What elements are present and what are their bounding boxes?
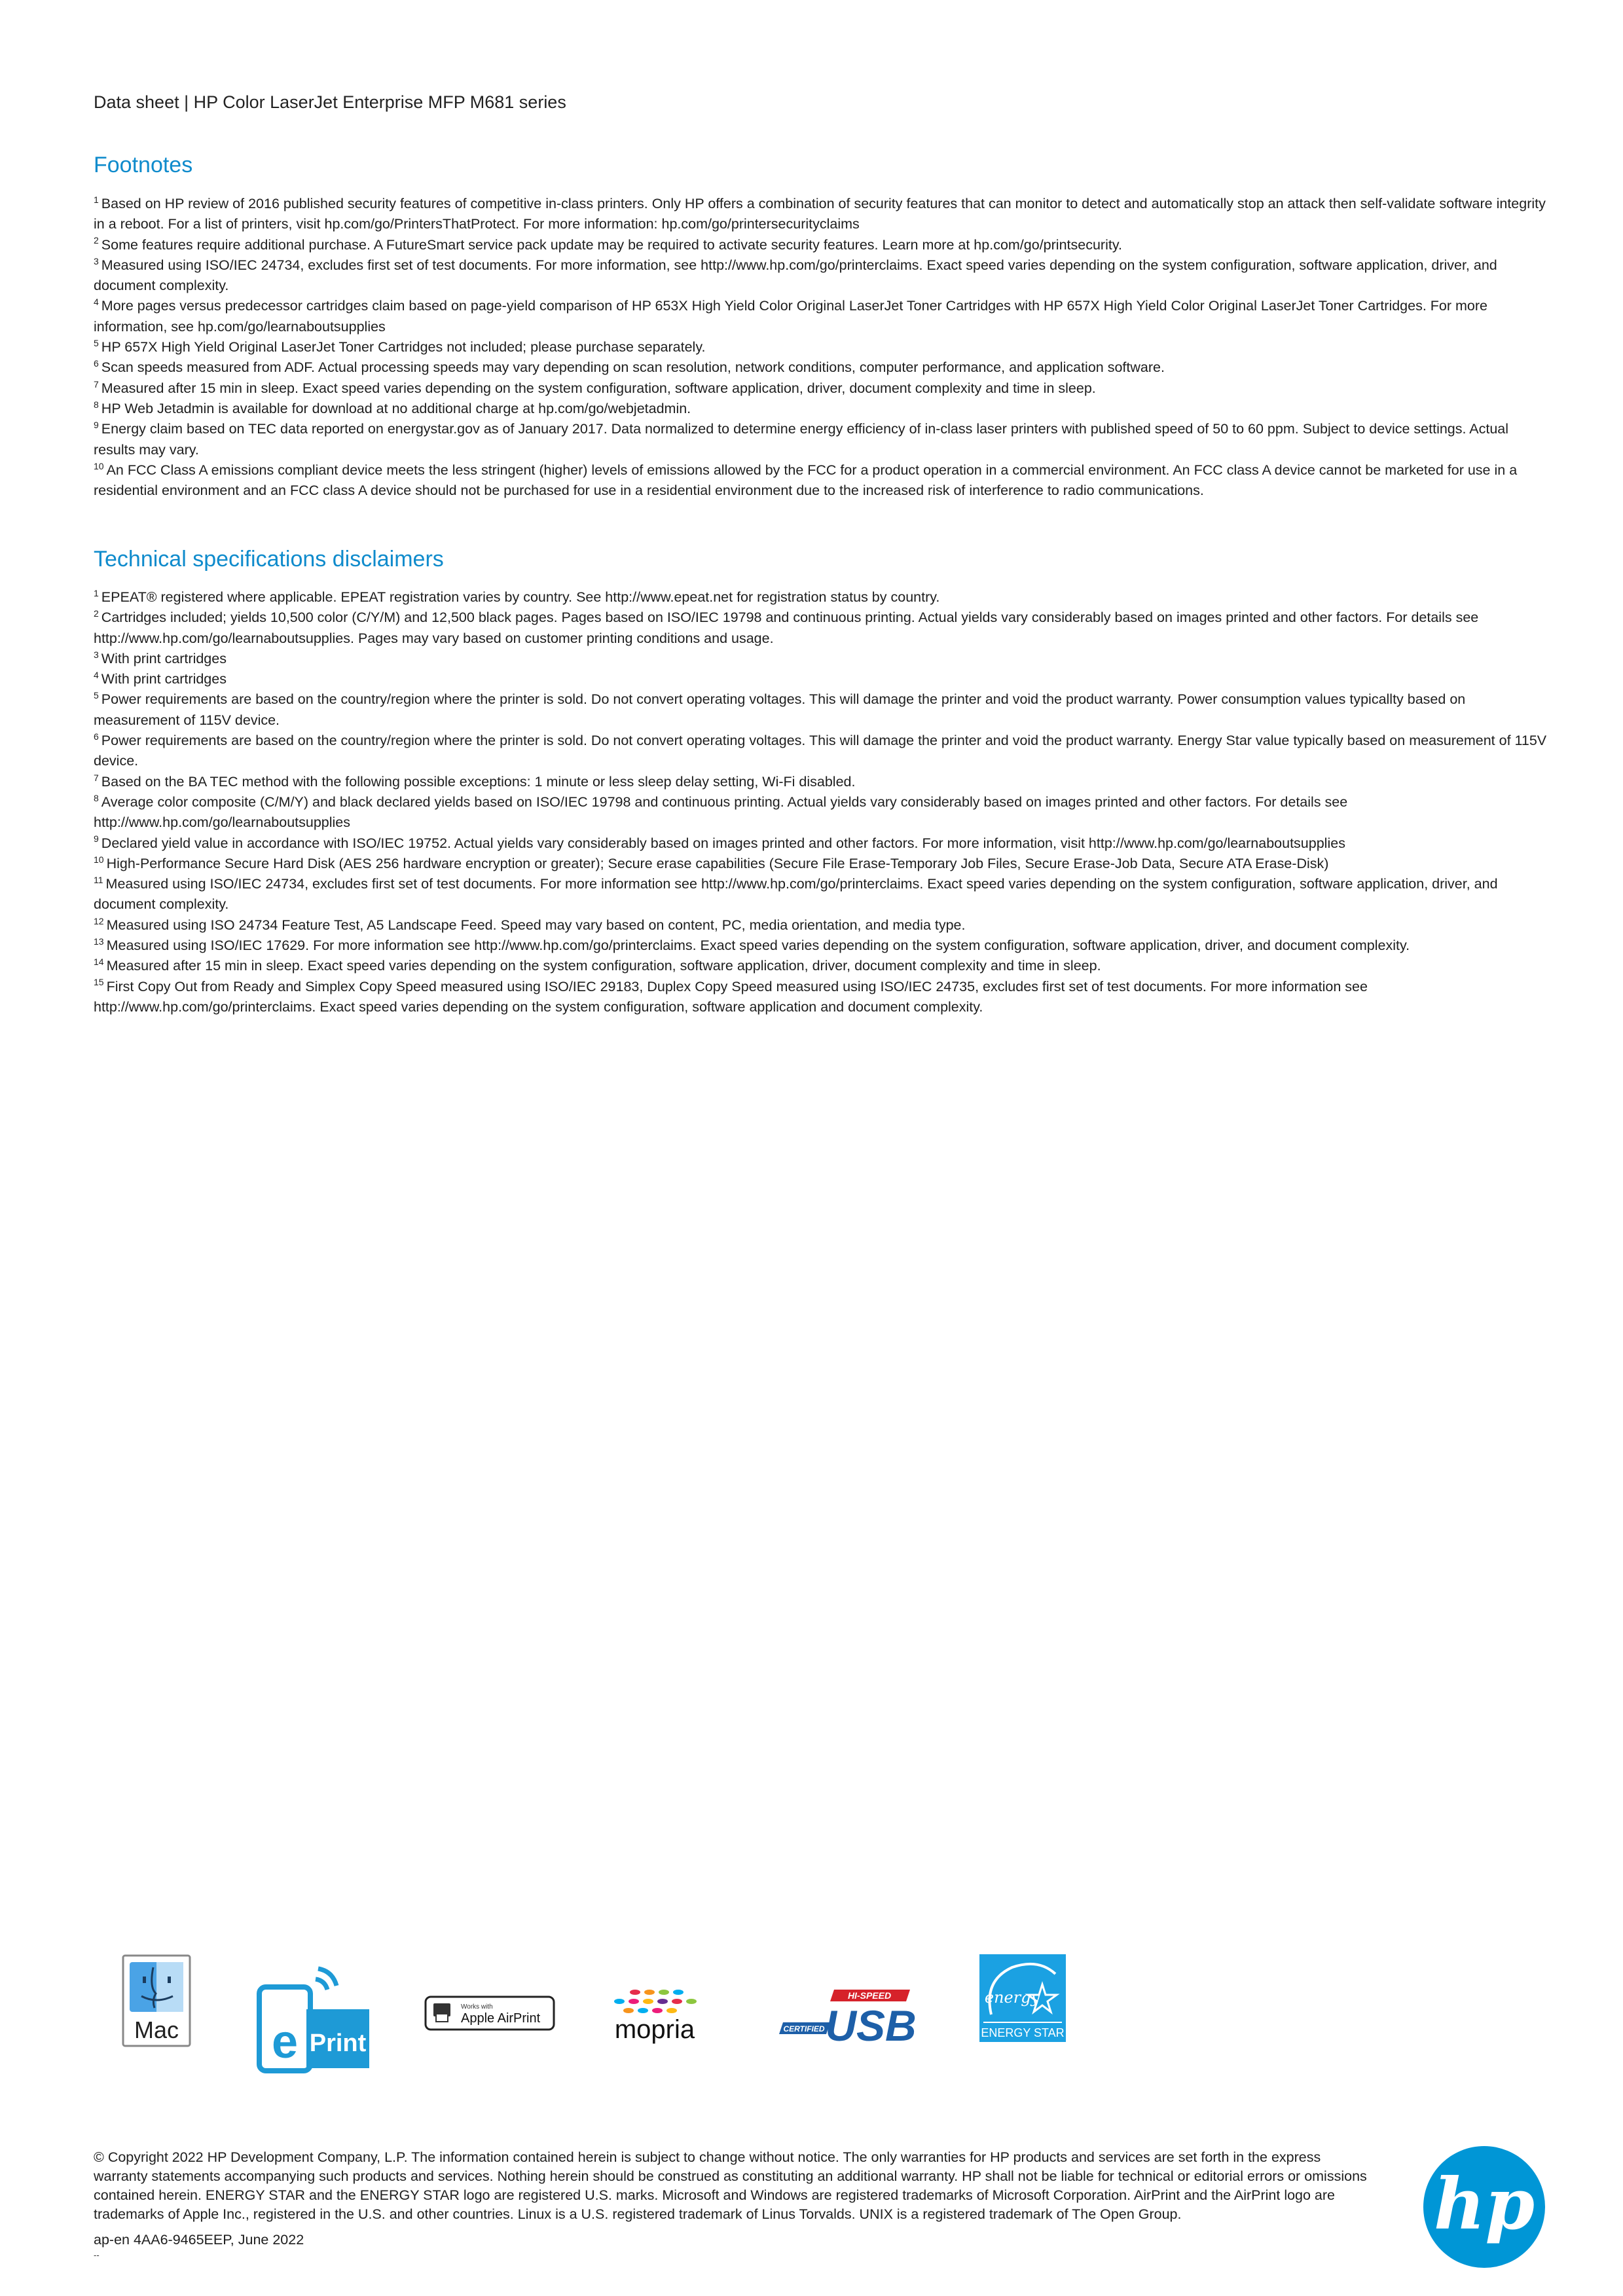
disclaimers-heading: Technical specifications disclaimers bbox=[94, 547, 444, 572]
footnote-item bbox=[94, 235, 1550, 255]
disclaimer-number: 9 bbox=[94, 833, 99, 845]
disclaimer-number: 13 bbox=[94, 936, 104, 947]
energy-script: energy bbox=[984, 1988, 1040, 2007]
disclaimer-number: 8 bbox=[94, 792, 99, 803]
energy-label: ENERGY STAR bbox=[981, 2026, 1065, 2039]
footnote-item bbox=[94, 460, 1550, 501]
disclaimer-item bbox=[94, 731, 1550, 772]
usb-certified: CERTIFIED bbox=[783, 2024, 825, 2033]
footnote-number: 4 bbox=[94, 297, 99, 308]
footnote-number: 1 bbox=[94, 194, 99, 205]
footnote-text: Some features require additional purchase. A FutureSmart service pack update may be required to activate security features. Learn more at hp.com/go/printsecurity. bbox=[101, 236, 1122, 253]
disclaimer-number: 15 bbox=[94, 977, 104, 988]
disclaimer-number: 7 bbox=[94, 772, 99, 783]
disclaimer-text: Measured after 15 min in sleep. Exact speed varies depending on the system configuration, software application, driver, document complexity and time in sleep. bbox=[106, 958, 1101, 974]
eprint-logo bbox=[255, 1959, 373, 2077]
document-header: Data sheet | HP Color LaserJet Enterprise MFP M681 series bbox=[94, 92, 566, 112]
disclaimer-item bbox=[94, 833, 1550, 854]
disclaimer-number: 5 bbox=[94, 690, 99, 701]
footnote-number: 7 bbox=[94, 378, 99, 390]
footnote-number: 9 bbox=[94, 420, 99, 431]
mopria-word: mopria bbox=[614, 2015, 695, 2044]
hp-logo-text: hp bbox=[1433, 2163, 1535, 2246]
disclaimer-item bbox=[94, 956, 1550, 976]
footnote-text: HP 657X High Yield Original LaserJet Toner Cartridges not included; please purchase separately. bbox=[101, 339, 706, 355]
footnotes-list bbox=[94, 194, 1550, 501]
footnote-item bbox=[94, 399, 1550, 419]
airprint-logo bbox=[424, 1995, 555, 2034]
disclaimer-text: With print cartridges bbox=[101, 671, 227, 687]
disclaimer-item bbox=[94, 977, 1550, 1018]
disclaimer-text: Measured using ISO/IEC 24734, excludes first set of test documents. For more information see http://www.hp.com/go/printerclaims. Exact speed varies depending on the system configuration, software application, driver, and document complexity. bbox=[94, 876, 1498, 913]
footnote-text: More pages versus predecessor cartridges claim based on page-yield comparison of HP 653X High Yield Color Original LaserJet Toner Cartridges with HP 657X High Yield Color Original LaserJet Toner Cartridges. For more information, see hp.com/go/learnaboutsupplies bbox=[94, 298, 1487, 335]
disclaimer-number: 3 bbox=[94, 649, 99, 660]
airprint-main: Apple AirPrint bbox=[461, 2011, 541, 2026]
footnote-number: 5 bbox=[94, 337, 99, 348]
footnote-number: 8 bbox=[94, 399, 99, 410]
disclaimer-item bbox=[94, 669, 1550, 689]
disclaimer-text: Cartridges included; yields 10,500 color (C/Y/M) and 12,500 black pages. Pages based on ISO/IEC 19798 and continuous printing. Actual yields vary considerably based on images printed and other factors. For details see http://www.hp.com/go/learnaboutsupplies. Pages may vary based on customer printing conditions and usage. bbox=[94, 610, 1479, 646]
disclaimer-text: Declared yield value in accordance with ISO/IEC 19752. Actual yields vary considerably based on images printed and other factors. For more information, visit http://www.hp.com/go/learnaboutsupplies bbox=[101, 835, 1345, 851]
eprint-e: e bbox=[271, 2016, 299, 2068]
document-code: ap-en 4AA6-9465EEP, June 2022 bbox=[94, 2232, 304, 2248]
footnote-number: 10 bbox=[94, 460, 104, 471]
footnote-item bbox=[94, 255, 1550, 297]
mac-logo bbox=[122, 1954, 191, 2050]
footnote-text: Measured using ISO/IEC 24734, excludes first set of test documents. For more information, see http://www.hp.com/go/printerclaims. Exact speed varies depending on the system configuration, software application, driver, and document complexity. bbox=[94, 257, 1497, 294]
disclaimer-text: Average color composite (C/M/Y) and black declared yields based on ISO/IEC 19798 and continuous printing. Actual yields vary considerably based on images printed and other factors. For details see http://www.hp.com/go/learnaboutsupplies bbox=[94, 793, 1348, 831]
disclaimer-text: Measured using ISO 24734 Feature Test, A5 Landscape Feed. Speed may vary based on content, PC, media orientation, and media type. bbox=[106, 917, 966, 933]
footnote-text: Energy claim based on TEC data reported on energystar.gov as of January 2017. Data normalized to determine energy efficiency of in-class laser printers with published speed of 50 to 60 ppm. Subject to device settings. Actual results may vary. bbox=[94, 421, 1509, 458]
footnote-text: Measured after 15 min in sleep. Exact speed varies depending on the system configuration, software application, driver, document complexity and time in sleep. bbox=[101, 380, 1096, 396]
disclaimer-item bbox=[94, 649, 1550, 669]
disclaimer-number: 4 bbox=[94, 670, 99, 681]
footnote-number: 3 bbox=[94, 255, 99, 266]
disclaimer-text: EPEAT® registered where applicable. EPEAT registration varies by country. See http://www.epeat.net for registration status by country. bbox=[101, 589, 940, 605]
disclaimer-text: Measured using ISO/IEC 17629. For more information see http://www.hp.com/go/printerclaims. Exact speed varies depending on the system configuration, software application, driver, and document complexity. bbox=[106, 938, 1410, 954]
disclaimer-text: Based on the BA TEC method with the following possible exceptions: 1 minute or less sleep delay setting, Wi-Fi disabled. bbox=[101, 773, 856, 790]
mopria-logo bbox=[602, 1987, 707, 2049]
disclaimer-item bbox=[94, 792, 1550, 833]
footnote-text: Based on HP review of 2016 published security features of competitive in-class printers. Only HP offers a combination of security features that can monitor to detect and automatically stop an attack then self-validate software integrity in a reboot. For a list of printers, visit hp.com/go/PrintersThatProtect. For more information: hp.com/go/printersecurityclaims bbox=[94, 196, 1546, 232]
footnote-item bbox=[94, 357, 1550, 378]
compatibility-logos bbox=[118, 1954, 1074, 2085]
disclaimer-number: 1 bbox=[94, 587, 99, 598]
usb-word: USB bbox=[825, 2001, 917, 2046]
disclaimer-item bbox=[94, 587, 1550, 608]
usb-hispeed: HI-SPEED bbox=[847, 1990, 892, 2001]
footer-mark: -- bbox=[94, 2250, 100, 2260]
mac-label: Mac bbox=[134, 2016, 179, 2043]
footnote-number: 2 bbox=[94, 235, 99, 246]
disclaimer-item bbox=[94, 689, 1550, 731]
disclaimers-list bbox=[94, 587, 1550, 1017]
eprint-word: Print bbox=[309, 2030, 367, 2057]
disclaimer-number: 6 bbox=[94, 731, 99, 742]
disclaimer-text: Power requirements are based on the country/region where the printer is sold. Do not convert operating voltages. This will damage the printer and void the product warranty. Power consumption values typicallty based on measurement of 115V device. bbox=[94, 691, 1466, 728]
disclaimer-number: 10 bbox=[94, 854, 104, 865]
footnote-item bbox=[94, 194, 1550, 235]
hp-logo bbox=[1422, 2145, 1546, 2269]
disclaimer-item bbox=[94, 874, 1550, 915]
disclaimer-item bbox=[94, 936, 1550, 956]
disclaimer-number: 2 bbox=[94, 608, 99, 619]
footnote-item bbox=[94, 419, 1550, 460]
disclaimer-text: First Copy Out from Ready and Simplex Copy Speed measured using ISO/IEC 29183, Duplex Copy Speed measured using ISO/IEC 24735, excludes first set of test documents. For more information see http://www.hp.com/go/printerclaims. Exact speed varies depending on the system configuration, software application and document complexity. bbox=[94, 978, 1368, 1015]
disclaimer-text: High-Performance Secure Hard Disk (AES 256 hardware encryption or greater); Secure erase capabilities (Secure File Erase-Temporary Job Files, Secure Erase-Job Data, Secure ATA Erase-Disk) bbox=[106, 855, 1329, 871]
disclaimer-number: 11 bbox=[94, 875, 103, 885]
usb-logo bbox=[779, 1986, 917, 2049]
footnote-text: HP Web Jetadmin is available for download at no additional charge at hp.com/go/webjetadmin. bbox=[101, 400, 691, 416]
airprint-top: Works with bbox=[461, 2003, 493, 2011]
footnote-text: Scan speeds measured from ADF. Actual processing speeds may vary depending on scan resolution, network conditions, computer performance, and application software. bbox=[101, 359, 1165, 376]
disclaimer-number: 14 bbox=[94, 957, 104, 968]
disclaimer-number: 12 bbox=[94, 915, 104, 926]
footnote-item bbox=[94, 378, 1550, 399]
footnote-item bbox=[94, 337, 1550, 357]
disclaimer-text: Power requirements are based on the country/region where the printer is sold. Do not convert operating voltages. This will damage the printer and void the product warranty. Energy Star value typically based on measurement of 115V device. bbox=[94, 733, 1547, 769]
disclaimer-item bbox=[94, 608, 1550, 649]
footnote-text: An FCC Class A emissions compliant device meets the less stringent (higher) levels of emissions allowed by the FCC for a product operation in a commercial environment. An FCC class A device cannot be marketed for use in a residential environment and an FCC class A device should not be purchased for use in a residential environment due to the increased risk of interference to radio communications. bbox=[94, 462, 1518, 499]
disclaimer-text: With print cartridges bbox=[101, 650, 227, 666]
disclaimer-item bbox=[94, 915, 1550, 936]
disclaimer-item bbox=[94, 854, 1550, 874]
footnote-item bbox=[94, 296, 1550, 337]
disclaimer-item bbox=[94, 772, 1550, 792]
footnote-number: 6 bbox=[94, 358, 99, 369]
energy-star-logo bbox=[979, 1954, 1066, 2045]
footnotes-heading: Footnotes bbox=[94, 153, 193, 177]
copyright-text: © Copyright 2022 HP Development Company, L.P. The information contained herein is subject to change without notice. The only warranties for HP products and services are set forth in the express warranty statements accompanying such products and services. Nothing herein should be construed as constituting an additional warranty. HP shall not be liable for technical or editorial errors or omissions contained herein. ENERGY STAR and the ENERGY STAR logo are registered U.S. marks. Microsoft and Windows are registered trademarks of Microsoft Corporation. AirPrint and the AirPrint logo are trademarks of Apple Inc., registered in the U.S. and other countries. Linux is a U.S. registered trademark of Linus Torvalds. UNIX is a registered trademark of The Open Group. bbox=[94, 2149, 1367, 2222]
